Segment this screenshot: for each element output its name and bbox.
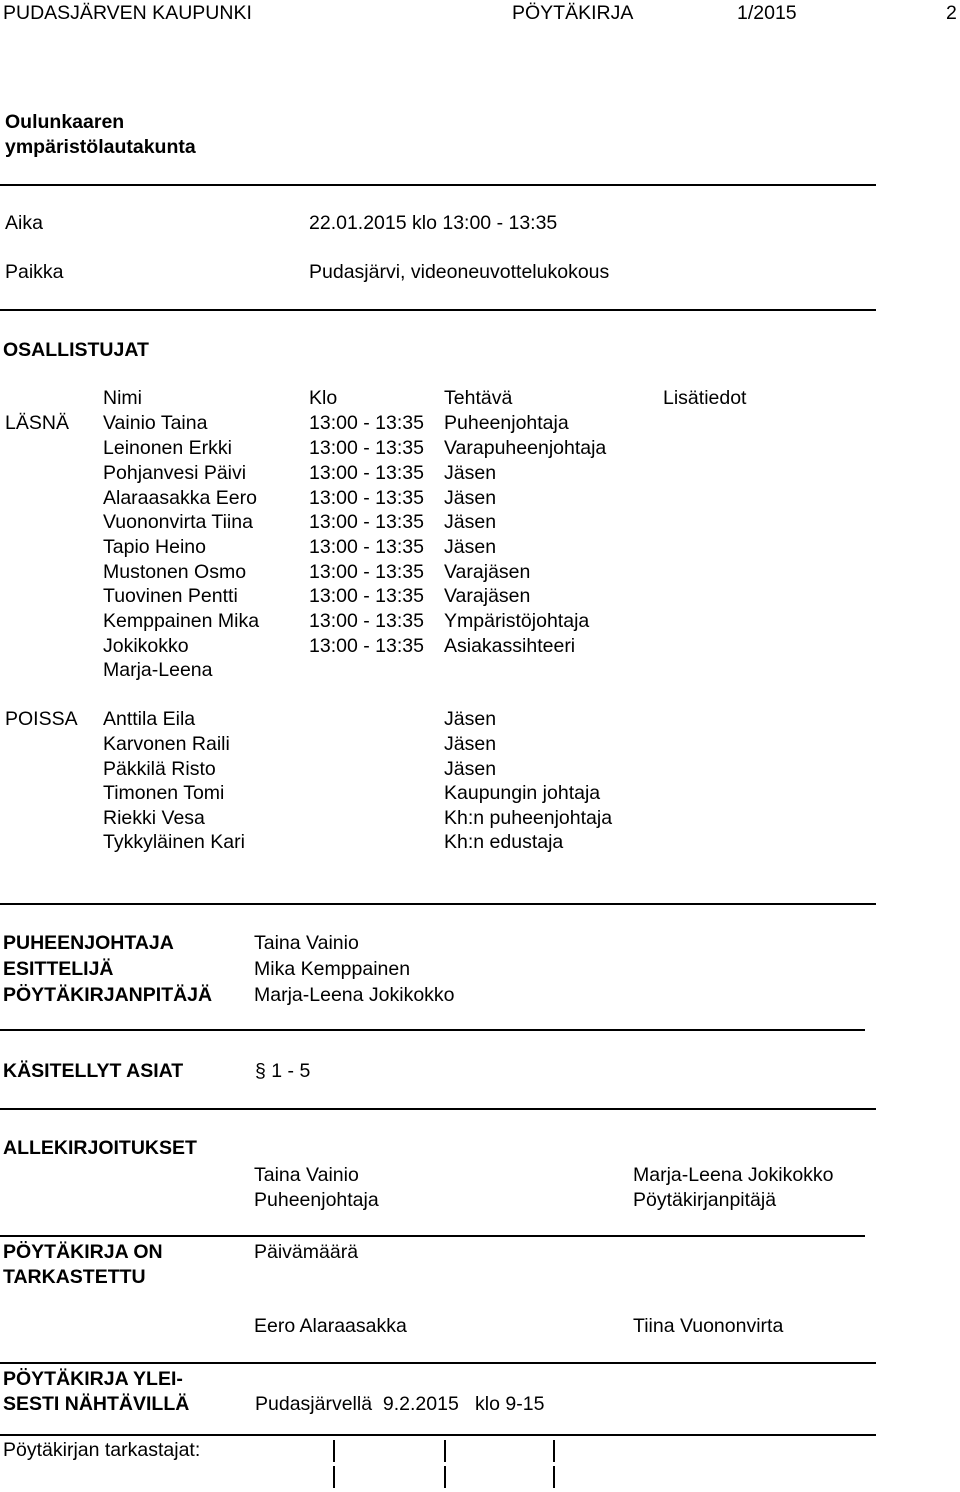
participant-name: Alaraasakka Eero: [103, 487, 257, 509]
items-label: KÄSITELLYT ASIAT: [3, 1060, 184, 1082]
participant-name: Anttila Eila: [103, 708, 196, 730]
column-header-time: Klo: [309, 387, 338, 409]
participant-role: Varapuheenjohtaja: [444, 437, 607, 459]
public-label-line2: SESTI NÄHTÄVILLÄ: [3, 1393, 190, 1415]
public-display-value: Pudasjärvellä 9.2.2015 klo 9-15: [255, 1393, 545, 1415]
participant-role: Jäsen: [444, 487, 497, 509]
signature-box-divider: [553, 1440, 555, 1462]
doc-type: PÖYTÄKIRJA: [512, 2, 634, 24]
participant-name: Pohjanvesi Päivi: [103, 462, 247, 484]
participant-name: Tapio Heino: [103, 536, 206, 558]
signer1-name: Taina Vainio: [254, 1164, 359, 1186]
present-label: LÄSNÄ: [5, 412, 69, 434]
page-number: 2: [946, 2, 957, 24]
participant-role: Jäsen: [444, 462, 497, 484]
doc-number: 1/2015: [737, 2, 797, 24]
review-label-line2: TARKASTETTU: [3, 1266, 146, 1288]
participant-role: Varajäsen: [444, 585, 531, 607]
place-value: Pudasjärvi, videoneuvottelukokous: [309, 261, 610, 283]
participant-role: Jäsen: [444, 733, 497, 755]
body-name-line2: ympäristölautakunta: [5, 136, 196, 158]
divider: [0, 903, 876, 905]
divider: [0, 1108, 876, 1110]
official-name: Mika Kemppainen: [254, 958, 411, 980]
participant-role: Kh:n edustaja: [444, 831, 564, 853]
participant-time: 13:00 - 13:35: [309, 635, 424, 657]
participant-role: Ympäristöjohtaja: [444, 610, 590, 632]
divider: [0, 1029, 865, 1031]
participant-time: 13:00 - 13:35: [309, 487, 424, 509]
official-label: ESITTELIJÄ: [3, 958, 114, 980]
divider: [0, 184, 876, 186]
signature-box-divider: [333, 1466, 335, 1488]
participant-name: Riekki Vesa: [103, 807, 205, 829]
signatures-label: ALLEKIRJOITUKSET: [3, 1137, 197, 1159]
signer2-title: Pöytäkirjanpitäjä: [633, 1189, 777, 1211]
participants-heading: OSALLISTUJAT: [3, 339, 149, 361]
official-label: PÖYTÄKIRJANPITÄJÄ: [3, 984, 213, 1006]
participant-time: 13:00 - 13:35: [309, 610, 424, 632]
column-header-info: Lisätiedot: [663, 387, 747, 409]
divider: [0, 309, 876, 311]
participant-time: 13:00 - 13:35: [309, 511, 424, 533]
column-header-name: Nimi: [103, 387, 142, 409]
review-label-line1: PÖYTÄKIRJA ON: [3, 1241, 163, 1263]
participant-time: 13:00 - 13:35: [309, 462, 424, 484]
participant-name: Vuononvirta Tiina: [103, 511, 253, 533]
participant-name: Timonen Tomi: [103, 782, 225, 804]
participant-name: Tuovinen Pentti: [103, 585, 238, 607]
org-name: PUDASJÄRVEN KAUPUNKI: [3, 2, 252, 24]
section-symbol: §: [255, 1060, 266, 1082]
reviewers-footer-label: Pöytäkirjan tarkastajat:: [3, 1439, 201, 1461]
signer2-name: Marja-Leena Jokikokko: [633, 1164, 834, 1186]
signature-box-divider: [444, 1440, 446, 1462]
official-label: PUHEENJOHTAJA: [3, 932, 174, 954]
participant-role: Jäsen: [444, 758, 497, 780]
divider: [0, 1434, 876, 1436]
participant-time: 13:00 - 13:35: [309, 585, 424, 607]
participant-name: Karvonen Raili: [103, 733, 230, 755]
participant-name: Kemppainen Mika: [103, 610, 260, 632]
page-header: [0, 0, 960, 26]
time-value: 22.01.2015 klo 13:00 - 13:35: [309, 212, 558, 234]
participant-role: Kaupungin johtaja: [444, 782, 601, 804]
participant-name: Mustonen Osmo: [103, 561, 247, 583]
body-name-line1: Oulunkaaren: [5, 111, 125, 133]
items-range: 1 - 5: [271, 1060, 311, 1082]
signature-box-divider: [444, 1466, 446, 1488]
participant-name: Marja-Leena: [103, 659, 213, 681]
participant-time: 13:00 - 13:35: [309, 536, 424, 558]
time-label: Aika: [5, 212, 43, 234]
participant-role: Kh:n puheenjohtaja: [444, 807, 613, 829]
review-date-label: Päivämäärä: [254, 1241, 359, 1263]
absent-label: POISSA: [5, 708, 78, 730]
divider: [0, 1235, 865, 1237]
participant-role: Varajäsen: [444, 561, 531, 583]
official-name: Marja-Leena Jokikokko: [254, 984, 455, 1006]
reviewer2-name: Tiina Vuononvirta: [633, 1315, 784, 1337]
reviewer1-name: Eero Alaraasakka: [254, 1315, 407, 1337]
items-value: [255, 1059, 310, 1084]
participant-role: Jäsen: [444, 708, 497, 730]
official-name: Taina Vainio: [254, 932, 359, 954]
public-label-line1: PÖYTÄKIRJA YLEI-: [3, 1368, 183, 1390]
signature-box-divider: [333, 1440, 335, 1462]
participant-role: Asiakassihteeri: [444, 635, 576, 657]
participant-time: 13:00 - 13:35: [309, 412, 424, 434]
participant-time: 13:00 - 13:35: [309, 437, 424, 459]
participant-name: Leinonen Erkki: [103, 437, 232, 459]
column-header-role: Tehtävä: [444, 387, 513, 409]
divider: [0, 1362, 876, 1364]
participant-role: Jäsen: [444, 536, 497, 558]
participant-name: Päkkilä Risto: [103, 758, 216, 780]
participant-role: Puheenjohtaja: [444, 412, 569, 434]
signature-box-divider: [553, 1466, 555, 1488]
participant-time: 13:00 - 13:35: [309, 561, 424, 583]
participant-name: Jokikokko: [103, 635, 189, 657]
participant-name: Tykkyläinen Kari: [103, 831, 245, 853]
participant-name: Vainio Taina: [103, 412, 208, 434]
participant-role: Jäsen: [444, 511, 497, 533]
signer1-title: Puheenjohtaja: [254, 1189, 379, 1211]
place-label: Paikka: [5, 261, 64, 283]
